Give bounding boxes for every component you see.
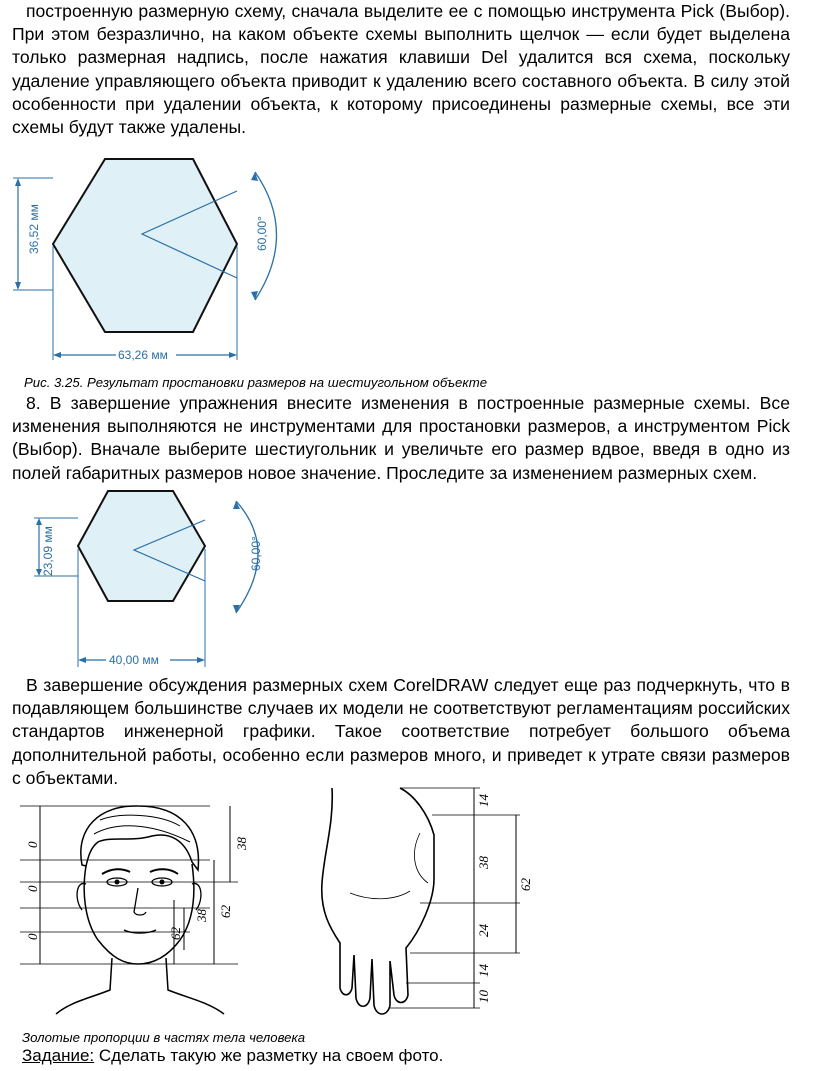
task-label: Задание: xyxy=(22,1046,95,1065)
hand-outline xyxy=(322,788,434,1014)
face-outline xyxy=(84,864,194,964)
face-label-38-top: 38 xyxy=(234,837,249,850)
figure-1-caption: Рис. 3.25. Результат простановки размеров на шестиугольном объекте xyxy=(24,375,488,390)
mouth xyxy=(124,930,156,933)
hand-label-24: 24 xyxy=(476,924,491,937)
task-line xyxy=(22,1046,443,1066)
figure-hexagon-small xyxy=(30,487,280,667)
angle-label: 60,00° xyxy=(249,536,263,571)
task-text: Сделать такую же разметку на своем фото. xyxy=(94,1046,444,1065)
hand-label-38: 38 xyxy=(476,856,491,869)
hand-label-14-top: 14 xyxy=(476,794,491,807)
angle-label: 60,00° xyxy=(255,216,269,251)
height-label: 36,52 мм xyxy=(27,204,41,254)
figure-hexagon-large xyxy=(8,156,298,362)
figure-face-proportions xyxy=(20,800,270,1015)
figure-3-caption: Золотые пропорции в частях тела человека xyxy=(22,1030,306,1045)
hexagon-shape xyxy=(53,159,237,332)
hexagon-shape xyxy=(78,491,205,601)
paragraph-3: В завершение обсуждения размерных схем CorelDRAW следует еще раз подчеркнуть, что в подавляющем большинстве случаев их модели не соответствуют регламентациям российских стандартов инженерной графики. Такое соответствие потребует большого объема дополнительной работы, особенно если размеров много, и приведет к утрате связи размеров с объектами. xyxy=(12,675,790,788)
width-label: 63,26 мм xyxy=(118,348,168,362)
paragraph-1: построенную размерную схему, сначала выделите ее с помощью инструмента Pick (Выбор). При этом безразлично, на каком объекте схемы выполнить щелчок — если будет выделена только размерная надпись, после нажатия клавиши Del удалится вся схема, поскольку удаление управляющего объекта приводит к удалению всего составного объекта. В силу этой особенности при удалении объекта, к которому присоединены размерные схемы, все эти схемы будут также удалены. xyxy=(12,1,790,138)
figure-hand-proportions xyxy=(310,783,540,1028)
width-label: 40,00 мм xyxy=(109,653,159,667)
hand-label-10: 10 xyxy=(476,990,491,1003)
nose xyxy=(134,888,146,915)
height-label: 23,09 мм xyxy=(41,526,55,576)
face-label-left-1: 0 xyxy=(25,841,40,848)
face-label-left-2: 0 xyxy=(25,885,40,892)
hand-label-62: 62 xyxy=(518,878,533,891)
face-label-left-3: 0 xyxy=(25,933,40,940)
paragraph-2: 8. В завершение упражнения внесите изменения в построенные размерные схемы. Все изменения выполняются не инструментами для простановки размеров, а инструментом Pick (Выбор). Вначале выберите шестиугольник и увеличьте его размер вдвое, введя в одно из полей габаритных размеров новое значение. Проследите за изменением размерных схем. xyxy=(12,393,790,483)
face-label-62-small: 62 xyxy=(168,927,183,940)
hand-label-14-bottom: 14 xyxy=(476,964,491,977)
face-label-62-right: 62 xyxy=(218,905,233,918)
face-label-38-small: 38 xyxy=(194,909,209,922)
